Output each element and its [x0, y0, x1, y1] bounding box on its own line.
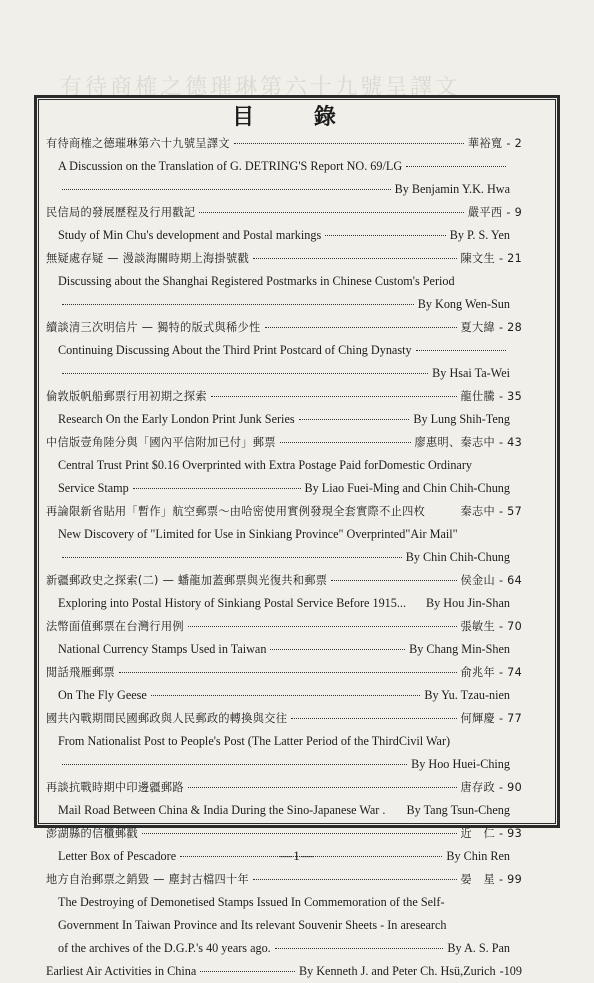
- toc-row: [46, 776, 522, 799]
- toc-entry-title: Service Stamp: [58, 481, 129, 495]
- toc-line: [46, 569, 522, 592]
- dot-leader: [199, 212, 464, 213]
- toc-line: [46, 247, 522, 270]
- toc-entry-author: By Kong Wen-Sun: [417, 297, 510, 311]
- toc-entry-title: 閒話飛雁郵票: [46, 666, 115, 679]
- dot-leader: [142, 833, 457, 834]
- dot-leader: [62, 304, 414, 305]
- toc-line: [58, 914, 522, 937]
- toc-line: [58, 546, 522, 569]
- toc-row: [46, 132, 522, 155]
- dot-leader: [265, 327, 457, 328]
- dot-leader: [416, 350, 506, 351]
- toc-entry-title: 再談抗戰時期中印邊疆郵路: [46, 781, 184, 794]
- toc-entry-title: 續談清三次明信片 — 獨特的版式與稀少性: [46, 321, 261, 334]
- toc-entry-page: - 43: [498, 436, 522, 449]
- toc-entry-page: - 35: [498, 390, 522, 403]
- toc-line: [58, 293, 522, 316]
- dot-leader: [188, 626, 457, 627]
- dot-leader: [151, 695, 421, 696]
- toc-entry-author: 秦志中: [460, 505, 495, 518]
- toc-line: [46, 431, 522, 454]
- toc-row: [58, 638, 510, 661]
- toc-entry-title: 國共內戰期間民國郵政與人民郵政的轉換與交往: [46, 712, 288, 725]
- toc-entry-title: The Destroying of Demonetised Stamps Issued In Commemoration of the Self-: [58, 895, 445, 909]
- dot-leader: [406, 166, 506, 167]
- toc-row: [46, 569, 522, 592]
- toc-entry-page: - 77: [498, 712, 522, 725]
- toc-row: [46, 500, 522, 523]
- toc-entry-title: Exploring into Postal History of Sinkiang Postal Service Before 1915...: [58, 596, 406, 610]
- toc-entry-title: 無疑處存疑 — 漫談海關時期上海掛號戳: [46, 252, 250, 265]
- toc-entry-author: By Chin Ren: [446, 849, 510, 863]
- toc-entry-title: Earliest Air Activities in China: [46, 964, 197, 978]
- toc-entry-page: - 2: [506, 137, 522, 150]
- toc-row: [58, 592, 510, 615]
- toc-row: [58, 270, 510, 293]
- toc-line: [46, 868, 522, 891]
- toc-entry-title: National Currency Stamps Used in Taiwan: [58, 642, 267, 656]
- toc-line: [58, 362, 522, 385]
- toc-entry-title: Central Trust Print $0.16 Overprinted with Extra Postage Paid forDomestic Ordinary: [58, 458, 472, 472]
- toc-line: [58, 224, 522, 247]
- toc-entry-author: By Hoo Huei-Ching: [411, 757, 510, 771]
- toc-entry-title: 地方自治郵票之銷毀 — 塵封古檔四十年: [46, 873, 250, 886]
- toc-line: [58, 638, 522, 661]
- dot-leader: [119, 672, 457, 673]
- toc-line: [58, 523, 522, 546]
- toc-row: [46, 615, 522, 638]
- dot-leader: [211, 396, 457, 397]
- toc-entry-page: - 64: [498, 574, 522, 587]
- dot-leader: [280, 442, 411, 443]
- toc-line: [46, 500, 522, 523]
- toc-entry-title: From Nationalist Post to People's Post (The Latter Period of the ThirdCivil War): [58, 734, 451, 748]
- toc-line: [58, 477, 522, 500]
- toc-entry-author: 張敏生: [460, 620, 495, 633]
- toc-entry-title: Study of Min Chu's development and Postal markings: [58, 228, 322, 242]
- toc-entry-author: 唐存政: [460, 781, 495, 794]
- toc-entry-title: 民信局的發展歷程及行用戳記: [46, 206, 196, 219]
- toc-entry-author: By Yu. Tzau-nien: [424, 688, 510, 702]
- toc-entry-author: 晏 星: [460, 873, 495, 886]
- toc-entry-author: By Hou Jin-Shan: [426, 596, 510, 610]
- toc-line: [58, 339, 522, 362]
- toc-entry-page: - 57: [498, 505, 522, 518]
- toc-line: [46, 707, 522, 730]
- dot-leader: [234, 143, 464, 144]
- toc-row: [58, 753, 510, 776]
- toc-entry-title: Government In Taiwan Province and Its relevant Souvenir Sheets - In aresearch: [58, 918, 447, 932]
- toc-entry-title: 有待商榷之德璀琳第六十九號呈譯文: [46, 137, 230, 150]
- dot-leader: [270, 649, 405, 650]
- dot-leader: [331, 580, 456, 581]
- toc-line: [58, 891, 522, 914]
- toc-entry-author: 侯金山: [460, 574, 495, 587]
- toc-row: [46, 822, 522, 845]
- dot-leader: [253, 258, 456, 259]
- toc-row: [46, 960, 522, 983]
- toc-entry-author: By Liao Fuei-Ming and Chin Chih-Chung: [304, 481, 510, 495]
- toc-row: [58, 937, 510, 960]
- toc-line: [58, 730, 522, 753]
- toc-entry-title: Discussing about the Shanghai Registered Postmarks in Chinese Custom's Period: [58, 274, 455, 288]
- toc-line: [46, 960, 522, 983]
- toc-entry-author: 近 仁: [460, 827, 495, 840]
- toc-row: [58, 362, 510, 385]
- toc-line: [46, 615, 522, 638]
- toc-line: [46, 661, 522, 684]
- dot-leader: [253, 879, 456, 880]
- toc-row: [46, 661, 522, 684]
- toc-entry-author: By Lung Shih-Teng: [413, 412, 510, 426]
- toc-row: [46, 707, 522, 730]
- page-title: 目 錄: [232, 105, 362, 130]
- toc-row: [58, 224, 510, 247]
- toc-entry-author: By A. S. Pan: [447, 941, 510, 955]
- toc-entry-title: Continuing Discussing About the Third Print Postcard of Ching Dynasty: [58, 343, 412, 357]
- dot-leader: [62, 557, 402, 558]
- toc-entry-author: By Benjamin Y.K. Hwa: [394, 182, 510, 196]
- toc-line: [58, 937, 522, 960]
- dot-leader: [188, 787, 457, 788]
- toc-entry-title: 澎湖縣的信櫃郵戳: [46, 827, 138, 840]
- toc-row: [58, 155, 510, 178]
- toc-row: [58, 408, 510, 431]
- toc-entry-title: 再論限新省貼用「暫作」航空郵票～由哈密使用實例發現全套實際不止四枚: [46, 505, 426, 518]
- toc-entry-author: 俞兆年: [460, 666, 495, 679]
- toc-entry-title: 中信版壹角陸分與「國內平信附加已付」郵票: [46, 436, 276, 449]
- toc-line: [58, 155, 522, 178]
- toc-entry-page: - 99: [498, 873, 522, 886]
- toc-line: [46, 132, 522, 155]
- toc-entry-title: 倫敦版帆船郵票行用初期之探索: [46, 390, 207, 403]
- toc-line: [58, 753, 522, 776]
- toc-entry-author: By Chang Min-Shen: [409, 642, 510, 656]
- toc-entry-page: - 74: [498, 666, 522, 679]
- bleed-through-text: 有待商榷之德璀琳第六十九號呈譯文: [60, 75, 461, 100]
- toc-entry-author: By Chin Chih-Chung: [405, 550, 510, 564]
- toc-entry-author: 何輝慶: [460, 712, 495, 725]
- toc-row: [46, 201, 522, 224]
- toc-entry-author: By Kenneth J. and Peter Ch. Hsü,Zurich: [298, 964, 496, 978]
- toc-row: [58, 454, 510, 477]
- toc-entry-author: 夏大緯: [460, 321, 495, 334]
- toc-row: [58, 477, 510, 500]
- toc-row: [58, 523, 510, 546]
- toc-entry-title: 法幣面值郵票在台灣行用例: [46, 620, 184, 633]
- toc-row: [58, 546, 510, 569]
- toc-line: [46, 385, 522, 408]
- toc-row: [46, 316, 522, 339]
- toc-row: [58, 293, 510, 316]
- toc-row: [58, 339, 510, 362]
- toc-line: [58, 270, 522, 293]
- toc-line: [58, 684, 522, 707]
- toc-entry-author: 陳文生: [460, 252, 495, 265]
- toc-line: [58, 799, 522, 822]
- toc-row: [58, 684, 510, 707]
- dot-leader: [275, 948, 444, 949]
- dot-leader: [62, 373, 428, 374]
- toc-entry-title: Mail Road Between China & India During the Sino-Japanese War .: [58, 803, 386, 817]
- toc-entry-page: -109: [499, 964, 522, 978]
- toc-entry-author: 嚴平西: [467, 206, 503, 219]
- toc-row: [58, 730, 510, 753]
- toc-entry-title: of the archives of the D.G.P.'s 40 years ago.: [58, 941, 271, 955]
- toc-line: [58, 178, 522, 201]
- dot-leader: [62, 189, 391, 190]
- toc-row: [58, 891, 510, 914]
- toc-entry-author: 華裕寬: [467, 137, 503, 150]
- toc-row: [46, 868, 522, 891]
- toc-line: [58, 592, 522, 615]
- toc-entry-title: On The Fly Geese: [58, 688, 147, 702]
- toc-row: [46, 247, 522, 270]
- dot-leader: [299, 419, 410, 420]
- toc-entry-page: - 90: [498, 781, 522, 794]
- toc-entry-author: By Tang Tsun-Cheng: [406, 803, 510, 817]
- toc-entry-title: Letter Box of Pescadore: [58, 849, 177, 863]
- dot-leader: [291, 718, 456, 719]
- toc-entry-page: - 70: [498, 620, 522, 633]
- dot-leader: [325, 235, 446, 236]
- toc-entry-author: 廖惠明、秦志中: [414, 436, 495, 449]
- toc-entry-author: 龍仕騰: [460, 390, 495, 403]
- toc-entry-page: - 21: [498, 252, 522, 265]
- toc-entry-author: By Hsai Ta-Wei: [432, 366, 510, 380]
- toc-entry-title: Research On the Early London Print Junk Series: [58, 412, 295, 426]
- toc-line: [46, 201, 522, 224]
- toc-row: [58, 914, 510, 937]
- toc-entry-page: - 93: [498, 827, 522, 840]
- toc-entry-title: A Discussion on the Translation of G. DETRING'S Report NO. 69/LG: [58, 159, 403, 173]
- toc-row: [46, 431, 522, 454]
- toc-row: [58, 799, 510, 822]
- toc-line: [58, 408, 522, 431]
- toc-line: [46, 316, 522, 339]
- dot-leader: [62, 764, 407, 765]
- toc-row: [46, 385, 522, 408]
- page-number: —1—: [279, 848, 315, 863]
- toc-line: [46, 822, 522, 845]
- dot-leader: [133, 488, 301, 489]
- toc-entry-title: New Discovery of "Limited for Use in Sinkiang Province" Overprinted"Air Mail": [58, 527, 458, 541]
- dot-leader: [200, 971, 295, 972]
- toc-line: [58, 454, 522, 477]
- toc-entry-page: - 9: [506, 206, 522, 219]
- toc-line: [46, 776, 522, 799]
- toc-row: [58, 178, 510, 201]
- toc-entry-author: By P. S. Yen: [449, 228, 510, 242]
- toc-entry-page: - 28: [498, 321, 522, 334]
- toc-entry-title: 新疆郵政史之探索(二) — 蟠龍加蓋郵票與光復共和郵票: [46, 574, 328, 587]
